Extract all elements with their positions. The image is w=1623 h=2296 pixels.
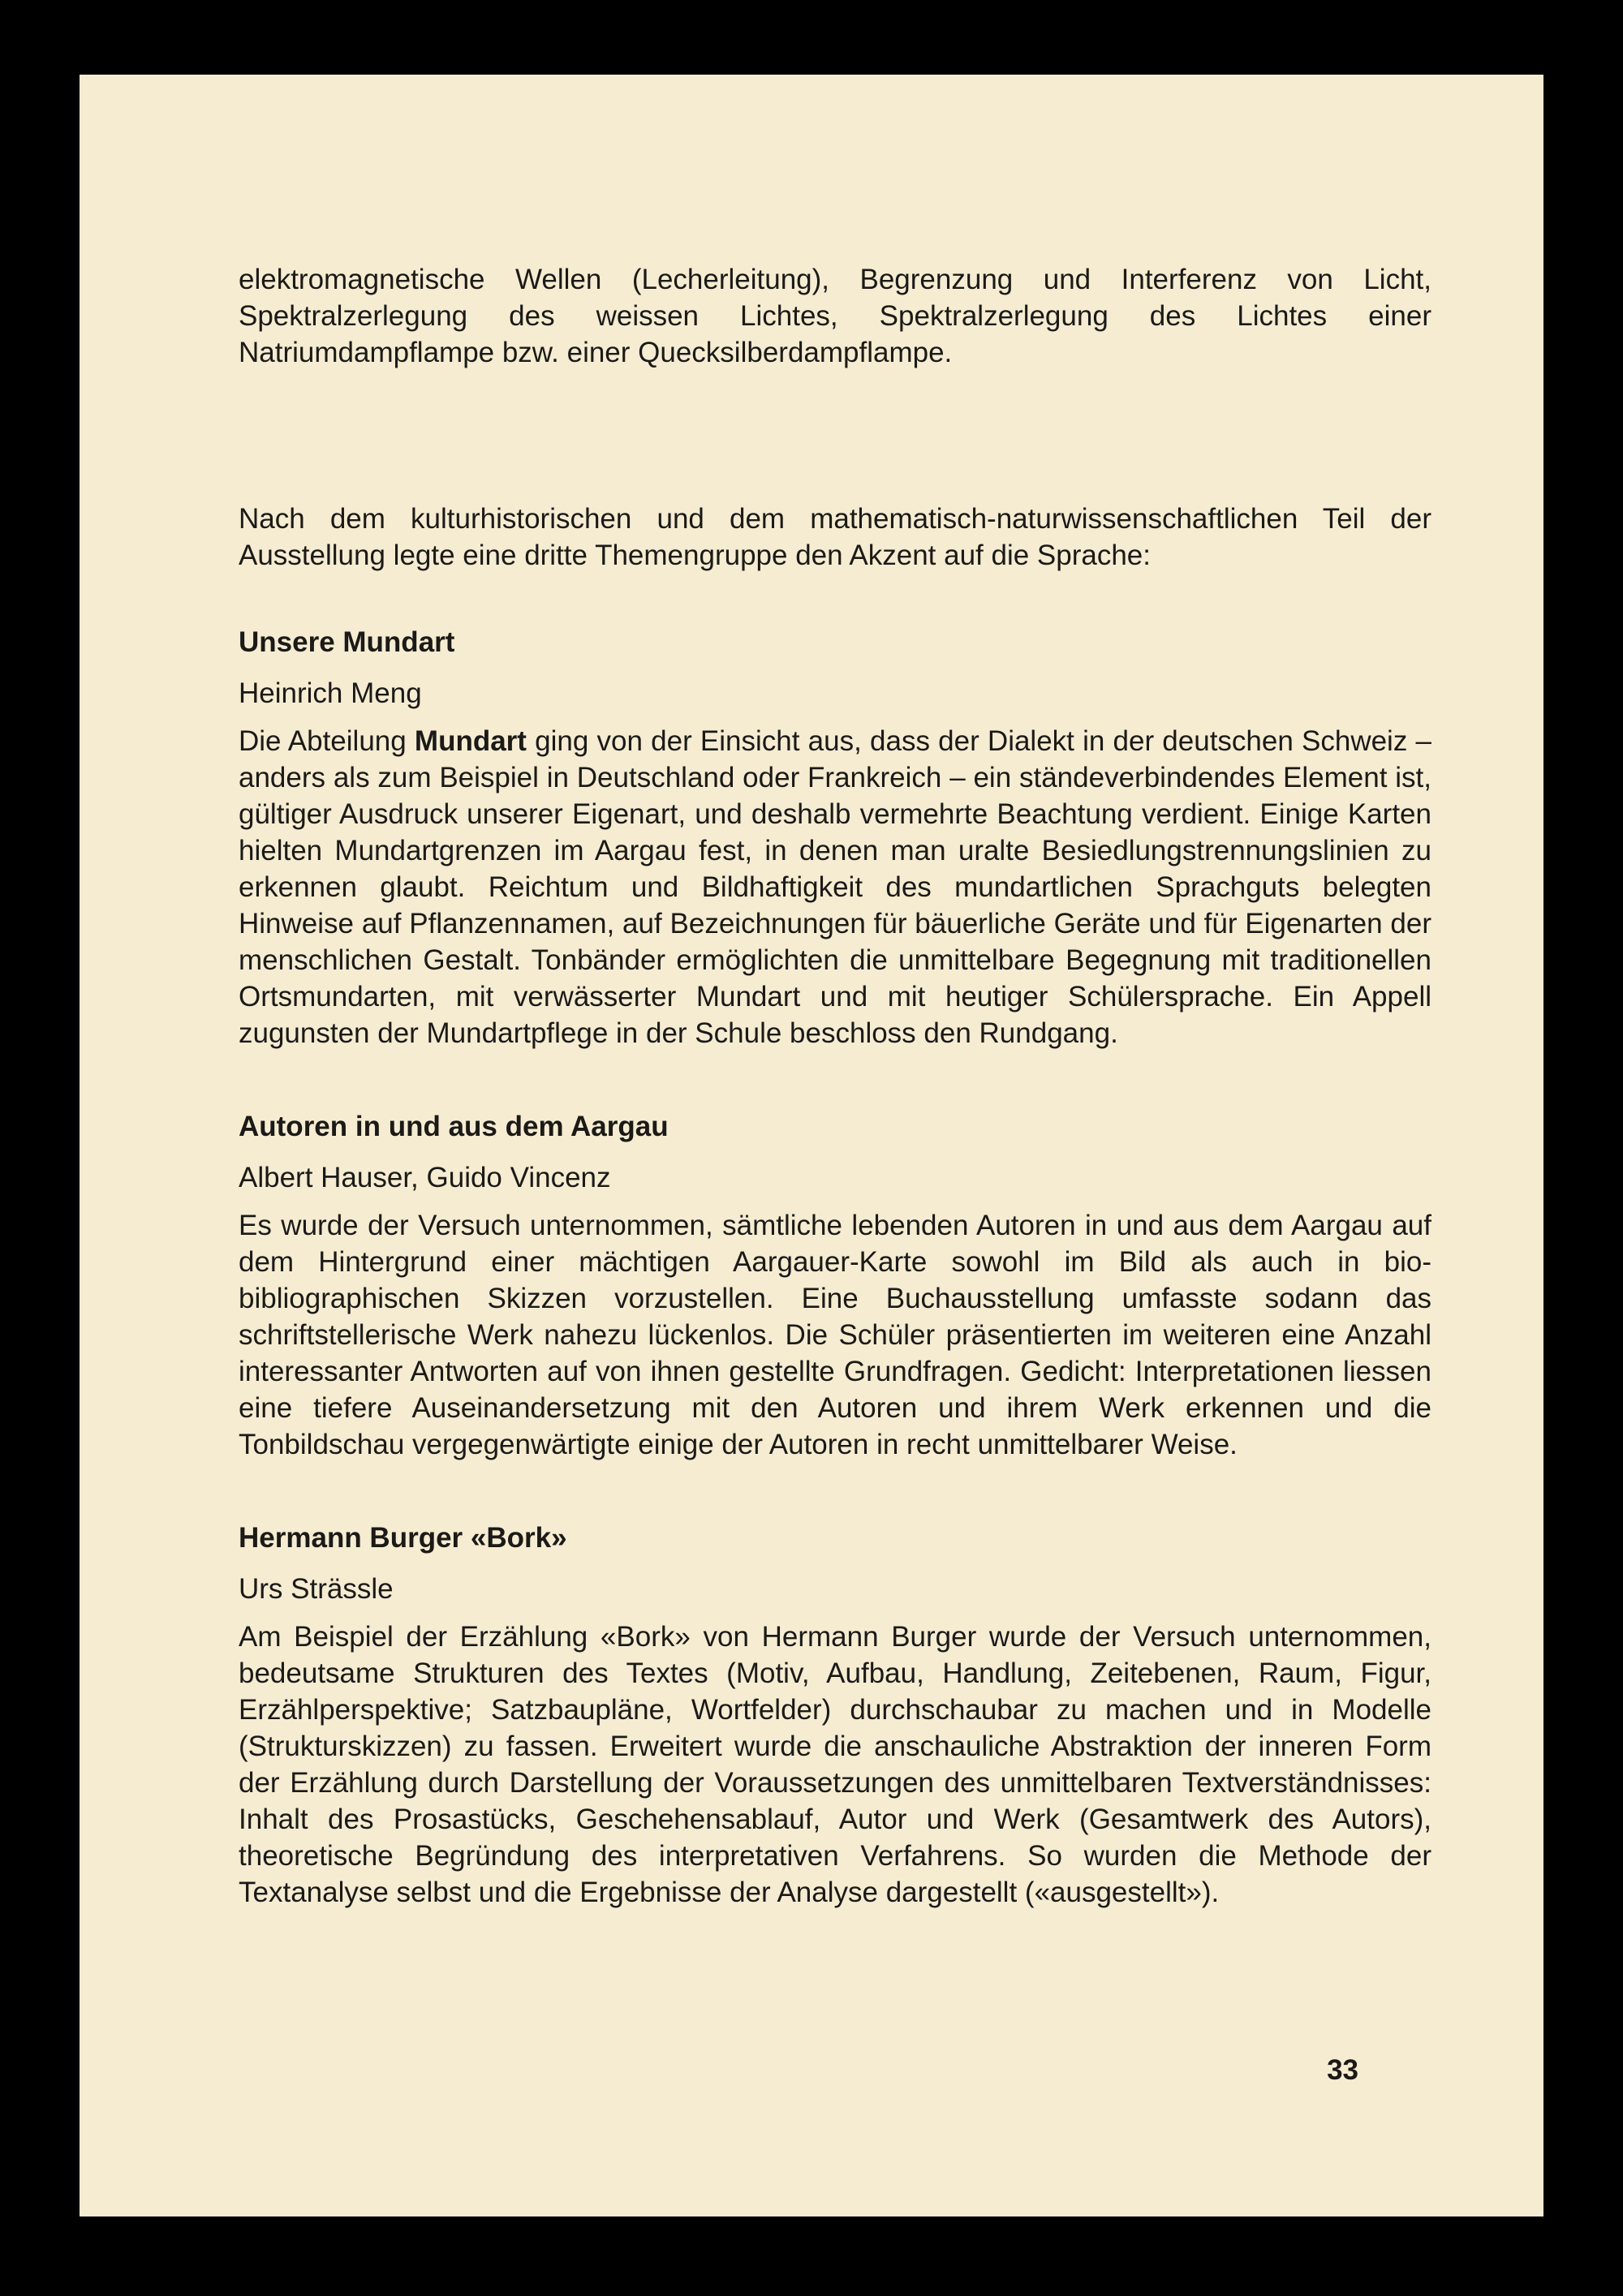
section-unsere-mundart <box>239 624 1431 1051</box>
section-title: Hermann Burger «Bork» <box>239 1522 567 1554</box>
section-body: Am Beispiel der Erzählung «Bork» von Hermann Burger wurde der Versuch unternommen, bedeutsame Strukturen des Textes (Motiv, Aufbau, Handlung, Zeitebenen, Raum, Figur, Erzählperspektive; Satzbaupläne, Wortfelder) durchschaubar zu machen und in Modelle (Strukturskizzen) zu fassen. Erweitert wurde die anschauliche Abstraktion der inneren Form der Erzählung durch Darstellung der Voraussetzungen des unmittelbaren Textverständnisses: Inhalt des Prosastücks, Geschehensablauf, Autor und Werk (Gesamtwerk des Autors), theoretische Begründung des interpretativen Verfahrens. So wurden die Methode der Textanalyse selbst und die Ergebnisse der Analyse dargestellt («ausgestellt»). <box>239 1621 1431 1908</box>
page-content <box>239 261 1431 1911</box>
section-author: Albert Hauser, Guido Vincenz <box>239 1162 611 1193</box>
opening-paragraph: elektromagnetische Wellen (Lecherleitung), Begrenzung und Interferenz von Licht, Spektralzerlegung des weissen Lichtes, Spektralzerlegung des Lichtes einer Natriumdampflampe bzw. einer Quecksilberdampflampe. <box>239 264 1431 368</box>
page-number: 33 <box>1327 2054 1358 2086</box>
section-body <box>239 723 1431 1051</box>
section-title: Unsere Mundart <box>239 626 455 658</box>
body-text: ging von der Einsicht aus, dass der Dialekt in der deutschen Schweiz – anders als zum Beispiel in Deutschland oder Frankreich – ein ständeverbindendes Element ist, gültiger Ausdruck unserer Eigenart, und deshalb vermehrte Beachtung verdient. Einige Karten hielten Mundartgrenzen im Aargau fest, in denen man uralte Besiedlungstrennungslinien zu erkennen glaubt. Reichtum und Bildhaftigkeit des mundartlichen Sprachguts belegten Hinweise auf Pflanzennamen, auf Bezeichnungen für bäuerliche Geräte und für Eigenarten der menschlichen Gestalt. Tonbänder ermöglichten die unmittelbare Begegnung mit traditionellen Ortsmundarten, mit verwässerter Mundart und mit heutiger Schülersprache. Ein Appell zugunsten der Mundartpflege in der Schule beschloss den Rundgang. <box>239 725 1431 1049</box>
intro-paragraph: Nach dem kulturhistorischen und dem mathematisch-naturwissenschaftlichen Teil der Ausstellung legte eine dritte Themengruppe den Akzent auf die Sprache: <box>239 503 1431 571</box>
section-autoren-aargau <box>239 1108 1431 1463</box>
section-title: Autoren in und aus dem Aargau <box>239 1111 669 1142</box>
body-text: Die Abteilung <box>239 725 415 757</box>
document-page <box>80 75 1543 2216</box>
section-body: Es wurde der Versuch unternommen, sämtliche lebenden Autoren in und aus dem Aargau auf dem Hintergrund einer mächtigen Aargauer-Karte sowohl im Bild als auch in bio-bibliographischen Skizzen vorzustellen. Eine Buchausstellung umfasste sodann das schriftstellerische Werk nahezu lückenlos. Die Schüler präsentierten im weiteren eine Anzahl interessanter Antworten auf von ihnen gestellte Grundfragen. Gedicht: Interpretationen liessen eine tiefere Auseinandersetzung mit den Autoren und ihrem Werk erkennen und die Tonbildschau vergegenwärtigte einige der Autoren in recht unmittelbarer Weise. <box>239 1210 1431 1460</box>
body-bold-term: Mundart <box>414 725 527 757</box>
section-author: Heinrich Meng <box>239 677 422 709</box>
section-hermann-burger-bork <box>239 1520 1431 1911</box>
section-author: Urs Strässle <box>239 1573 394 1605</box>
